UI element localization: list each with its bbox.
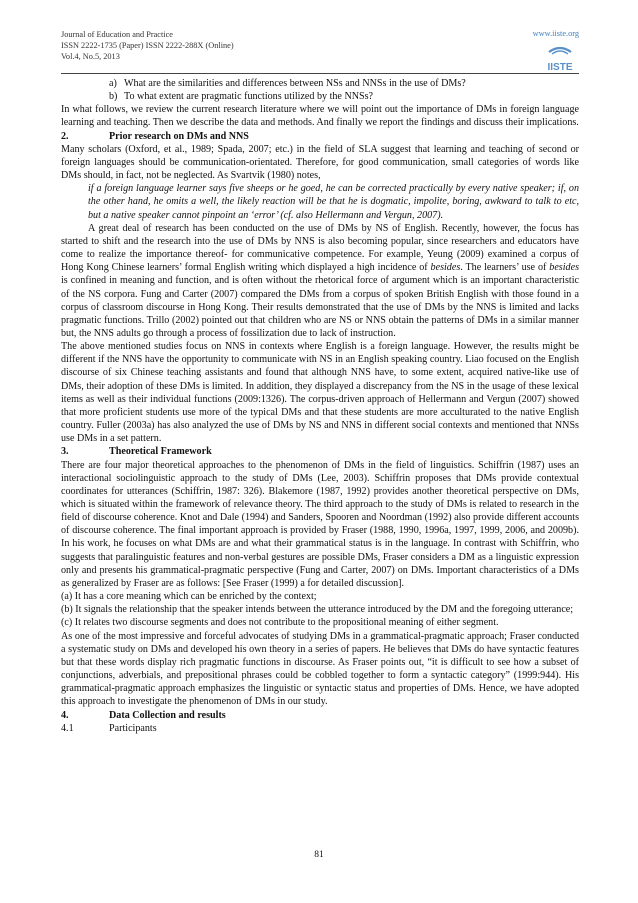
block-quote: if a foreign language learner says five sheeps or he goed, he can be corrected practically by every native speaker; if, on the other hand, he omits a well, the likely reaction will be that he is dogmatic, impolite, boring, awkward to talk to etc, but a native speaker cannot pinpoint an ‘error’ (cf. also Hellermann and Vergun, 2007).	[88, 183, 579, 221]
article-body	[61, 77, 579, 735]
list-item: (a) It has a core meaning which can be enriched by the context;	[61, 591, 317, 603]
paragraph: Many scholars (Oxford, et al., 1989; Spada, 2007; etc.) in the field of SLA suggest that learning and teaching of second or foreign languages should be communication-orientated. Therefore, for good communication, small categories of words like DMs should, in fact, not be neglected. As Svartvik (1980) notes,	[61, 143, 579, 182]
subsection-heading: 4.1 Participants	[61, 722, 157, 734]
research-question: a) What are the similarities and differences between NSs and NNSs in the use of DMs?	[109, 78, 466, 89]
journal-name: Journal of Education and Practice	[61, 30, 173, 39]
page-number: 81	[314, 850, 324, 860]
section-heading-4: 4. Data Collection and results	[61, 709, 226, 721]
issn-line: ISSN 2222-1735 (Paper) ISSN 2222-288X (Online)	[61, 41, 234, 50]
paragraph: As one of the most impressive and forceful advocates of studying DMs in a grammatical-pragmatic approach; Fraser conducted a systematic study on DMs and developed his own theory in a series of papers. He believes that DMs do have syntactic features but that these words display rich pragmatic functions in discourse. As Fraser points out, “it is difficult to see how a subset of conjunctions, adverbials, and prepositional phrases could be cobbled together to form a syntactic category” (1999:944). His grammatical-pragmatic approach emphasizes the linguistic or syntactic status and properties of DMs. Hence, we have adopted this approach to investigate the phenomenon of DMs in our study.	[61, 630, 579, 708]
svg-text:IISTE: IISTE	[547, 62, 573, 73]
header-rule	[61, 73, 579, 74]
journal-url-link[interactable]: www.iiste.org	[532, 29, 579, 38]
page-header	[61, 29, 579, 74]
research-question: b) To what extent are pragmatic functions utilized by the NNSs?	[109, 91, 374, 103]
list-item: (c) It relates two discourse segments and does not contribute to the propositional meaning of either segment.	[61, 617, 499, 629]
section-heading-3: 3. Theoretical Framework	[61, 446, 212, 458]
volume-line: Vol.4, No.5, 2013	[61, 52, 120, 61]
iiste-logo	[543, 43, 577, 73]
intro-paragraph: In what follows, we review the current research literature where we will point out the importance of DMs in foreign language learning and teaching. Then we describe the data and methods. And finally we report the findings and discuss their implications.	[61, 104, 579, 129]
paragraph: The above mentioned studies focus on NNS in contexts where English is a foreign language. However, the results might be different if the NNS have the opportunity to communicate with NS in an English speaking country. Liao focused on the English discourse of six Chinese teaching assistants and found that although NNS have, to some extent, acquired native-like use of DMs, their adoption of these DMs is limited. In addition, they displayed a discrepancy from the NS in the usage of these lexical items as well as their individual functions (2009:1326). The corpus-driven approach of Hellermann and Vergun (2007) showed that more proficient students use more of the typical DMs and that these students are more acculturated to the native English country. Fuller (2003a) has also analyzed the use of DMs by NS and NNS in different social contexts and mentioned that NNSs use DMs in a set pattern.	[61, 341, 579, 445]
paragraph: There are four major theoretical approaches to the phenomenon of DMs in the field of linguistics. Schiffrin (1987) uses an interactional sociolinguistic approach to the study of DMs (Lee, 2003). Schiffrin proposes that DMs provide contextual coordinates for utterances (Schiffrin, 1987: 326). Blakemore (1987, 1992) provides another theoretical perspective on DMs, which is situated within the framework of relevance theory. The third approach to the study of DMs is related to research in the field of discourse coherence. Knot and Dale (1994) and Sanders, Spooren and Noordman (1992) also provide different accounts of discourse coherence. The final important approach is provided by Fraser (1988, 1990, 1996a, 1997, 1999, 2006, and 2009b). In his work, he focuses on what DMs are and what their grammatical status is in the language. In contrast with Schiffrin, who suggests that paralinguistic features and non-verbal gestures are possible DMs, Fraser considers a DM as a linguistic expression only and presents his grammatical-pragmatic perspective (Fung and Carter, 2007) on DMs. Important characteristics of a DMs as generalized by Fraser are as follows: [See Fraser (1999) a for detailed discussion].	[61, 459, 579, 589]
paragraph: A great deal of research has been conducted on the use of DMs by NS of English. Recently, however, the focus has started to shift and the research into the use of DMs by NNS is also becoming popular, since researchers and educators have come to realize the importance thereof- for communicative competence. For example, Yeung (2009) examined a corpus of Hong Kong Chinese learners’ formal English writing which displayed a high incidence of besides. The learners’ use of besides is confined in meaning and function, and is often without the rhetorical force of argument which is an important characteristic of the NS corpora. Fung and Carter (2007) compared the DMs from a corpus of spoken British English with those found in a corpus of classroom discourse in Hong Kong. Their results demonstrated that the use of DMs by the NNS is limited and lacks pragmatic functions. Trillo (2002) pointed out that children who are NS or NNS obtain the patterns of DMs in a similar manner but, the NNS adults go through a process of fossilization due to lack of instruction.	[61, 222, 579, 339]
list-item: (b) It signals the relationship that the speaker intends between the utterance introduced by the DM and the foregoing utterance;	[61, 604, 574, 616]
journal-info	[61, 29, 579, 62]
section-heading-2: 2. Prior research on DMs and NNS	[61, 130, 249, 142]
